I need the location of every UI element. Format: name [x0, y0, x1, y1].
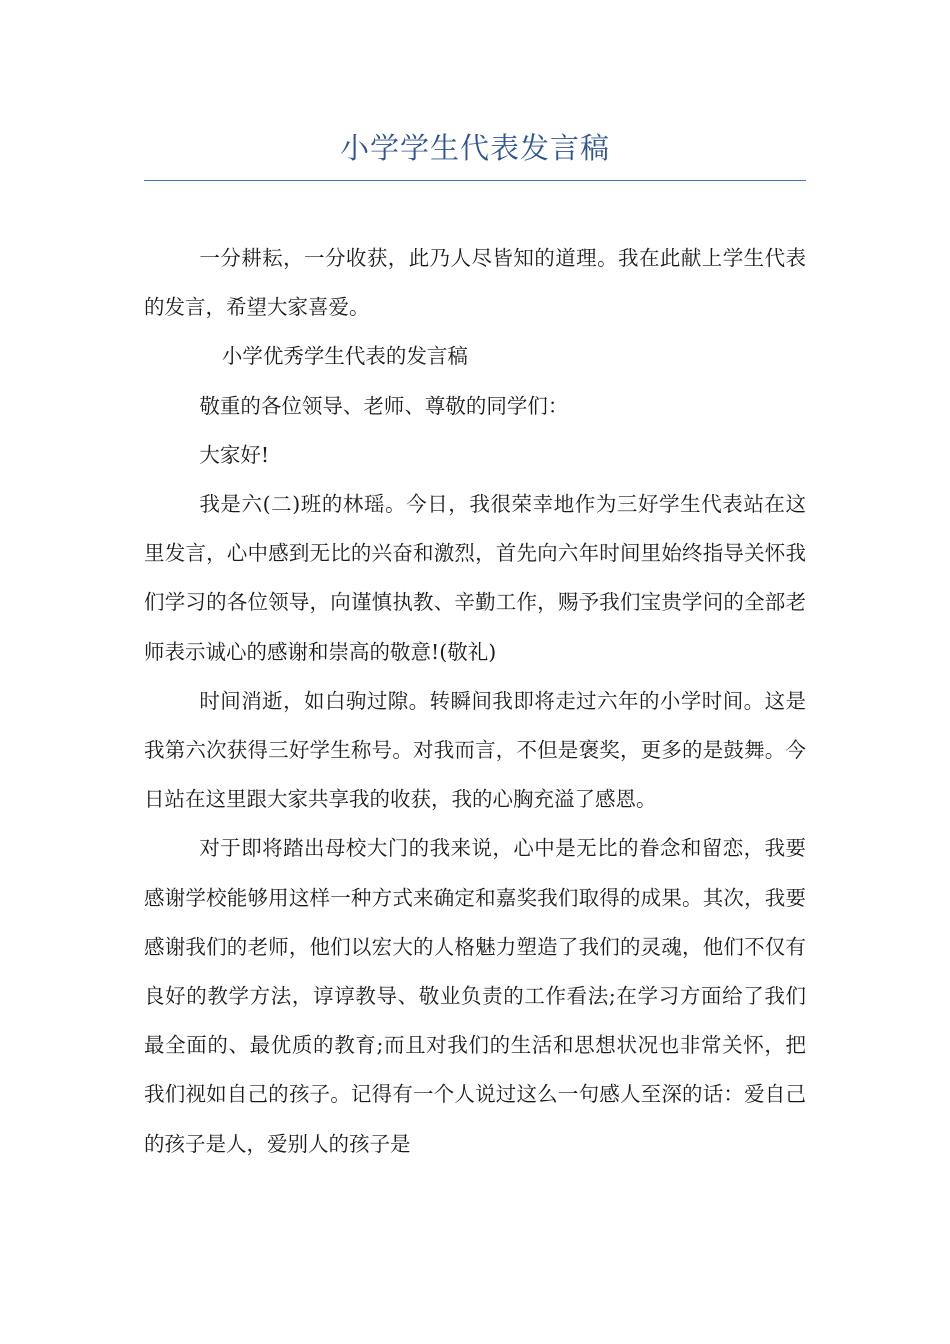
- document-body: [144, 234, 806, 1169]
- document-title: 小学学生代表发言稿: [339, 131, 610, 165]
- salutation: 敬重的各位领导、老师、尊敬的同学们：: [199, 393, 569, 418]
- body-paragraph: 我是六(二)班的林瑶。今日，我很荣幸地作为三好学生代表站在这里发言，心中感到无比的兴奋和激烈，首先向六年时间里始终指导关怀我们学习的各位领导，向谨慎执教、辛勤工作，赐予我们宝贵学问的全部老师表示诚心的感谢和崇高的敬意!(敬礼): [144, 492, 806, 664]
- intro-paragraph: 一分耕耘，一分收获，此乃人尽皆知的道理。我在此献上学生代表的发言，希望大家喜爱。: [144, 246, 806, 320]
- title-underline: [144, 180, 806, 181]
- body-paragraph: 时间消逝，如白驹过隙。转瞬间我即将走过六年的小学时间。这是我第六次获得三好学生称号。对我而言，不但是褒奖，更多的是鼓舞。今日站在这里跟大家共享我的收获，我的心胸充溢了感恩。: [144, 688, 806, 812]
- body-paragraph: 对于即将踏出母校大门的我来说，心中是无比的眷念和留恋，我要感谢学校能够用这样一种方式来确定和嘉奖我们取得的成果。其次，我要感谢我们的老师，他们以宏大的人格魅力塑造了我们的灵魂，他们不仅有良好的教学方法，谆谆教导、敬业负责的工作看法;在学习方面给了我们最全面的、最优质的教育;而且对我们的生活和思想状况也非常关怀，把我们视如自己的孩子。记得有一个人说过这么一句感人至深的话：爱自己的孩子是人，爱别人的孩子是: [144, 836, 806, 1156]
- greeting: 大家好!: [199, 442, 270, 467]
- speech-subtitle: 小学优秀学生代表的发言稿: [221, 344, 468, 369]
